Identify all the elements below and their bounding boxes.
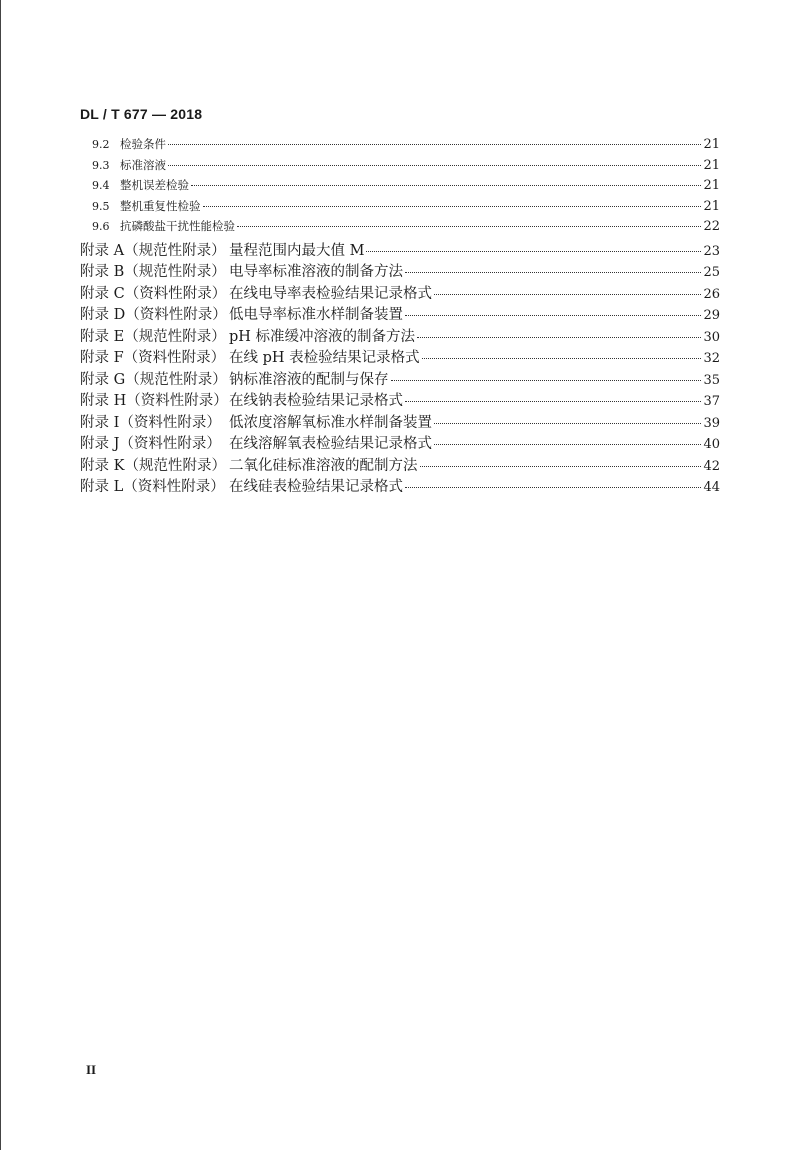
toc-appendix-e[interactable] [80,325,720,347]
toc-section-title: 检验条件 [120,137,166,151]
toc-section-9-6[interactable] [80,218,720,239]
toc-leader-dots [405,487,701,488]
toc-appendix-a[interactable] [80,239,720,261]
toc-appendix-h[interactable] [80,389,720,411]
toc-appendix-label: 附录 E（规范性附录） [80,328,226,345]
toc-page-number: 21 [703,137,720,152]
toc-leader-dots [434,423,701,424]
toc-appendix-title: 钠标准溶液的配制与保存 [229,371,389,388]
toc-page-number: 29 [703,308,720,324]
toc-appendix-title: 电导率标准溶液的制备方法 [229,264,403,281]
page-left-border [0,0,1,1150]
toc-appendix-i[interactable] [80,411,720,433]
toc-section-9-4[interactable] [80,177,720,198]
toc-section-number: 9.6 [92,220,110,234]
toc-leader-dots [417,337,701,338]
toc-section-number: 9.2 [92,138,110,151]
toc-leader-dots [405,272,701,273]
toc-page-number: 22 [703,219,720,235]
toc-leader-dots [420,466,702,467]
toc-leader-dots [422,358,702,359]
toc-leader-dots [203,206,702,207]
toc-leader-dots [405,315,701,316]
toc-appendix-j[interactable] [80,432,720,454]
toc-leader-dots [405,401,701,402]
toc-page-number: 35 [703,372,720,388]
toc-appendix-label: 附录 F（资料性附录） [80,350,226,367]
toc-appendix-label: 附录 I（资料性附录） [80,414,221,431]
toc-appendix-title: 在线溶解氧表检验结果记录格式 [229,436,432,453]
toc-page-number: 21 [703,198,720,214]
document-code: DL / T 677 — 2018 [80,106,203,122]
toc-appendix-label: 附录 K（规范性附录） [80,457,226,474]
toc-appendix-label: 附录 J（资料性附录） [80,436,221,453]
toc-page-number: 44 [703,480,720,496]
toc-appendix-label: 附录 B（规范性附录） [80,264,226,281]
toc-page-number: 39 [703,415,720,431]
toc-section-title: 整机重复性检验 [120,198,201,213]
toc-appendix-title: 在线硅表检验结果记录格式 [229,479,403,496]
toc-section-title: 整机误差检验 [120,178,189,193]
toc-appendix-label: 附录 D（资料性附录） [80,307,227,324]
toc-page-number: 21 [703,178,720,194]
toc-appendix-title: 在线钠表检验结果记录格式 [229,393,403,410]
toc-appendix-title: 低浓度溶解氧标准水样制备装置 [229,414,432,431]
toc-page-number: 26 [703,286,720,302]
toc-appendix-label: 附录 G（规范性附录） [80,371,227,388]
toc-appendix-g[interactable] [80,368,720,390]
toc-page-number: 23 [703,243,720,259]
toc-appendix-title: 在线电导率表检验结果记录格式 [229,285,432,302]
toc-section-number: 9.4 [92,179,110,193]
toc-section-9-2[interactable] [80,136,720,157]
toc-section-number: 9.3 [92,158,110,172]
footer-page-number: II [86,1062,97,1077]
toc-appendix-label: 附录 A（规范性附录） [80,242,226,259]
toc-appendix-d[interactable] [80,303,720,325]
toc-appendix-title: 在线 pH 表检验结果记录格式 [229,350,420,367]
toc-appendix-c[interactable] [80,282,720,304]
toc-appendix-l[interactable] [80,475,720,497]
toc-leader-dots [391,380,702,381]
toc-section-title: 标准溶液 [120,157,166,172]
toc-appendix-title: 二氧化硅标准溶液的配制方法 [229,457,418,474]
toc-appendix-k[interactable] [80,454,720,476]
toc-leader-dots [191,185,701,186]
toc-appendix-title: 量程范围内最大值 M [229,242,365,259]
toc-page-number: 25 [703,265,720,281]
toc-section-9-3[interactable] [80,157,720,178]
toc-section-number: 9.5 [92,199,110,213]
toc-appendix-label: 附录 H（资料性附录） [80,393,228,410]
toc-appendix-label: 附录 C（资料性附录） [80,285,227,302]
toc-leader-dots [366,251,701,252]
toc-page-number: 30 [703,329,720,345]
toc-leader-dots [168,165,701,166]
toc-appendix-label: 附录 L（资料性附录） [80,479,225,496]
toc-leader-dots [434,444,701,445]
toc-appendix-title: 低电导率标准水样制备装置 [229,307,403,324]
toc-appendix-f[interactable] [80,346,720,368]
toc-appendix-b[interactable] [80,260,720,282]
toc-leader-dots [237,226,701,227]
toc-page-number: 40 [703,437,720,453]
toc-page-number: 32 [703,351,720,367]
table-of-contents [80,136,720,497]
toc-appendix-title: pH 标准缓冲溶液的制备方法 [229,328,416,345]
toc-page-number: 21 [703,157,720,173]
toc-section-9-5[interactable] [80,198,720,219]
toc-page-number: 37 [703,394,720,410]
toc-section-title: 抗磷酸盐干扰性能检验 [120,219,235,234]
toc-leader-dots [434,294,701,295]
toc-page-number: 42 [703,458,720,474]
toc-leader-dots [168,144,701,145]
